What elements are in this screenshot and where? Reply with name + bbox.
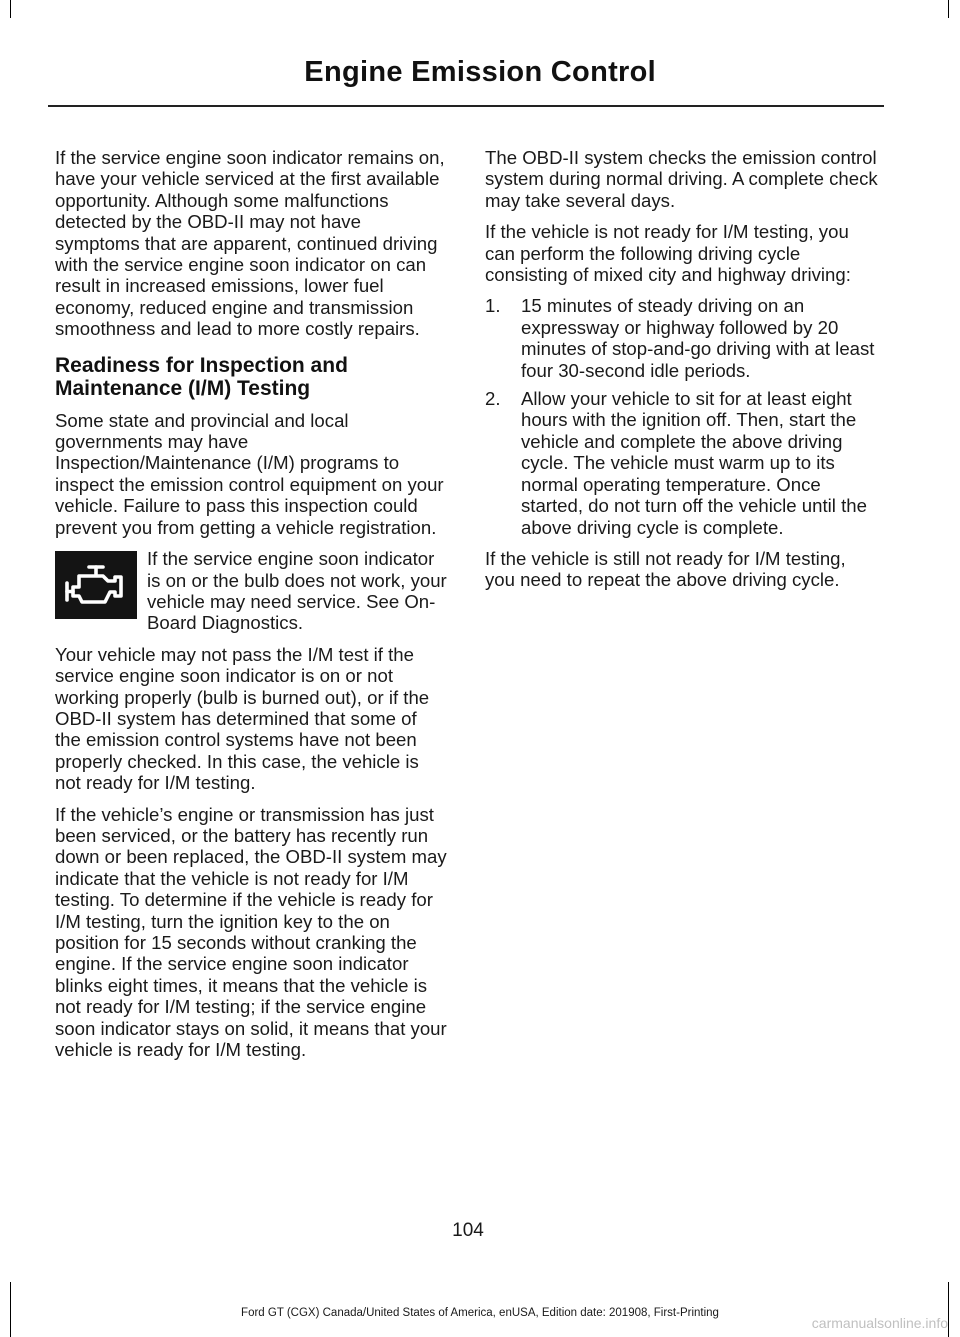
- indicator-note: [55, 548, 447, 644]
- left-column: [55, 147, 447, 1070]
- check-engine-icon: [55, 551, 137, 619]
- watermark: carmanualsonline.info: [811, 1315, 948, 1331]
- repeat-cycle-paragraph: If the vehicle is still not ready for I/M testing, you need to repeat the above driving cycle.: [485, 547, 846, 591]
- driving-cycle-intro: If the vehicle is not ready for I/M testing, you can perform the following driving cycle consisting of mixed city and highway driving:: [485, 221, 851, 286]
- page-title: Engine Emission Control: [304, 56, 656, 88]
- step-text: 15 minutes of steady driving on an expressway or highway followed by 20 minutes of stop-and-go driving with at least four 30-second idle periods.: [521, 295, 875, 381]
- readiness-check-paragraph: If the vehicle’s engine or transmission has just been serviced, or the battery has recently run down or been replaced, the OBD-II system may indicate that the vehicle is not ready for I/M testing. To determine if the vehicle is ready for I/M testing, turn the ignition key to the on position for 15 seconds without cranking the engine. If the service engine soon indicator blinks eight times, it means that the vehicle is not ready for I/M testing; if the service engine soon indicator stays on solid, it means that your vehicle is ready for I/M testing.: [55, 803, 447, 1061]
- list-item: [485, 388, 880, 538]
- section-heading: Readiness for Inspection and Maintenance (I/M) Testing: [55, 353, 348, 400]
- driving-cycle-steps: [485, 295, 880, 537]
- im-programs-paragraph: Some state and provincial and local governments may have Inspection/Maintenance (I/M) programs to inspect the emission control equipment on your vehicle. Failure to pass this inspection could prevent you from getting a vehicle registration.: [55, 409, 444, 538]
- crop-mark-top-right: [948, 0, 949, 18]
- right-column: [485, 147, 880, 601]
- footer-edition-info: Ford GT (CGX) Canada/United States of America, enUSA, Edition date: 201908, First-Printing: [241, 1307, 719, 1319]
- intro-paragraph: If the service engine soon indicator remains on, have your vehicle serviced at the first available opportunity. Although some malfunctions detected by the OBD-II may not have symptoms that are apparent, continued driving with the service engine soon indicator on can result in increased emissions, lower fuel economy, reduced engine and transmission smoothness and lead to more costly repairs.: [55, 147, 445, 340]
- title-divider: [48, 105, 884, 107]
- step-number: 2.: [485, 388, 501, 410]
- list-item: [485, 295, 880, 381]
- obd-check-paragraph: The OBD-II system checks the emission control system during normal driving. A complete check may take several days.: [485, 147, 878, 211]
- step-number: 1.: [485, 295, 501, 317]
- step-text: Allow your vehicle to sit for at least eight hours with the ignition off. Then, start the vehicle and complete the above driving cycle. The vehicle must warm up to its normal operating temperature. Once started, do not turn off the vehicle until the above driving cycle is complete.: [521, 388, 867, 538]
- im-test-paragraph: Your vehicle may not pass the I/M test if the service engine soon indicator is on or not working properly (bulb is burned out), or if the OBD-II system has determined that some of the emission control systems have not been properly checked. In this case, the vehicle is not ready for I/M testing.: [55, 643, 430, 794]
- crop-mark-top-left: [10, 0, 11, 18]
- indicator-note-text: If the service engine soon indicator is on or the bulb does not work, your vehicle may need service. See On-Board Diagnostics.: [147, 548, 447, 634]
- page-number: 104: [452, 1220, 484, 1241]
